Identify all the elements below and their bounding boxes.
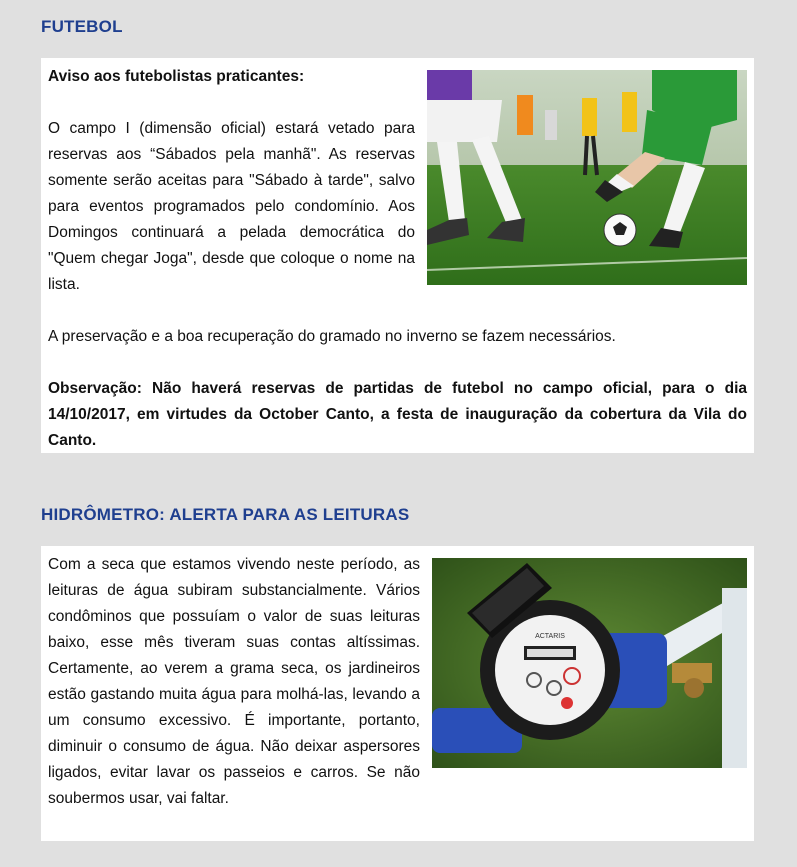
hidrometro-section-title: HIDRÔMETRO: ALERTA PARA AS LEITURAS [41,505,410,524]
meter-brand-label: ACTARIS [535,633,565,640]
futebol-section-title: FUTEBOL [41,17,123,36]
futebol-paragraph-grass: A preservação e a boa recuperação do gramado no inverno se fazem necessários. [48,328,616,345]
hidrometro-card [41,546,754,841]
futebol-notice-heading: Aviso aos futebolistas praticantes: [48,68,305,85]
water-meter-photo [432,558,747,768]
futebol-card [41,58,754,453]
futebol-observation: Observação: Não haverá reservas de partidas de futebol no campo oficial, para o dia 14/10/2017, em virtudes da October Canto, a festa de inauguração da cobertura da Vila do Canto. [48,380,747,449]
hidrometro-paragraph: Com a seca que estamos vivendo neste período, as leituras de água subiram substancialmente. Vários condôminos que possuíam o valor de suas leituras baixo, esse mês tiveram suas contas altíssimas. Certamente, ao verem a grama seca, os jardineiros estão gastando muita água para molhá-las, levando a um consumo excessivo. É importante, portanto, diminuir o consumo de água. Não deixar aspersores ligados, evitar lavar os passeios e carros. Se não soubermos usar, vai faltar. [48,556,420,807]
futebol-paragraph-reservations: O campo I (dimensão oficial) estará vetado para reservas aos “Sábados pela manhã". As reservas somente serão aceitas para "Sábado à tarde", salvo para eventos programados pelo condomínio. Aos Domingos continuará a pelada democrática do "Quem chegar Joga", desde que coloque o nome na lista. [48,120,415,293]
soccer-photo [427,70,747,285]
